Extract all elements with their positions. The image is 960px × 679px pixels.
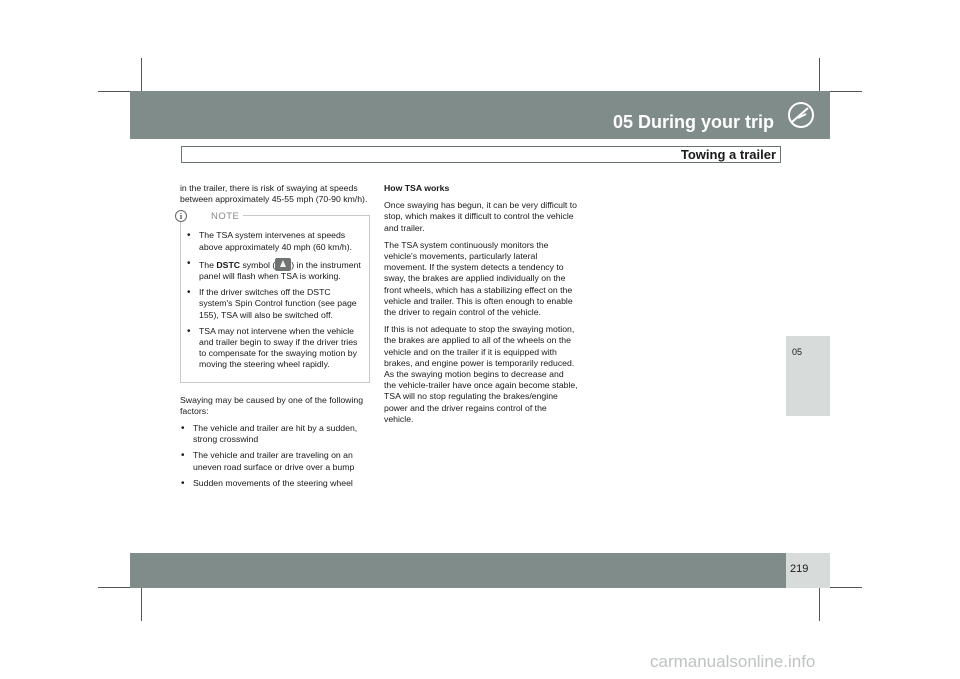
dstc-label: DSTC: [216, 259, 241, 270]
note-item: • The TSA system intervenes at speeds above approximately 40 mph (60 km/h).: [186, 230, 364, 252]
cause-item: • The vehicle and trailer are traveling on an uneven road surface or drive over a bump: [180, 450, 370, 472]
dstc-post-text: ) in the instrument panel will flash when TSA is working.: [199, 259, 361, 282]
chapter-tab-label: 05: [792, 347, 803, 357]
note-item: • TSA may not intervene when the vehicle and trailer begin to sway if the driver tries to compensate for the swaying motion by moving the steering wheel rapidly.: [186, 326, 364, 371]
paragraph: If this is not adequate to stop the swaying motion, the brakes are applied to all of the wheels on the vehicle and on the trailer if it is equipped with brakes, and engine power is temporarily reduced. As the swaying motion begins to decrease and the vehicle-trailer have once again become stable, TSA will no stop regulating the brakes/engine power and the driver regains control of the vehicle.: [384, 324, 578, 424]
info-icon: i: [175, 210, 187, 222]
paragraph: Once swaying has begun, it can be very difficult to stop, which makes it difficult to control the vehicle and trailer.: [384, 200, 578, 233]
section-bar: [181, 146, 781, 163]
page-number: 219: [790, 563, 809, 575]
steering-wheel-icon: [786, 100, 816, 130]
section-heading: How TSA works: [384, 183, 450, 193]
watermark: carmanualsonline.info: [650, 652, 816, 671]
dstc-mid-text: symbol (: [240, 259, 276, 270]
chapter-title: 05 During your trip: [612, 112, 774, 132]
cause-item: • Sudden movements of the steering wheel: [180, 478, 370, 489]
causes-list: [180, 423, 370, 489]
note-label: NOTE: [211, 210, 240, 222]
chapter-side-tab: [786, 336, 830, 416]
footer-band: [130, 553, 830, 588]
paragraph: The TSA system continuously monitors the vehicle's movements, particularly lateral movement. If the system detects a tendency to sway, the brakes are applied individually on the front wheels, which has a stabilizing effect on the vehicle and trailer. This is often enough to enable the driver to regain control of the vehicle.: [384, 239, 573, 318]
note-list: [186, 216, 364, 370]
section-title: Towing a trailer: [680, 147, 776, 162]
cause-item: • The vehicle and trailer are hit by a sudden, strong crosswind: [180, 423, 370, 445]
right-column: [384, 183, 578, 431]
intro-text: in the trailer, there is risk of swaying at speeds between approximately 45-55 mph (70-90 km/h).: [180, 183, 368, 205]
note-item-dstc: [186, 258, 364, 282]
note-header: [175, 210, 243, 222]
left-column: [180, 183, 370, 494]
sway-intro-text: Swaying may be caused by one of the following factors:: [180, 394, 364, 416]
dstc-pre-text: The: [199, 259, 217, 270]
dstc-warning-icon: [275, 258, 291, 271]
note-item: • If the driver switches off the DSTC system's Spin Control function (see page 155), TSA will also be switched off.: [186, 287, 364, 321]
note-box: [179, 210, 370, 382]
